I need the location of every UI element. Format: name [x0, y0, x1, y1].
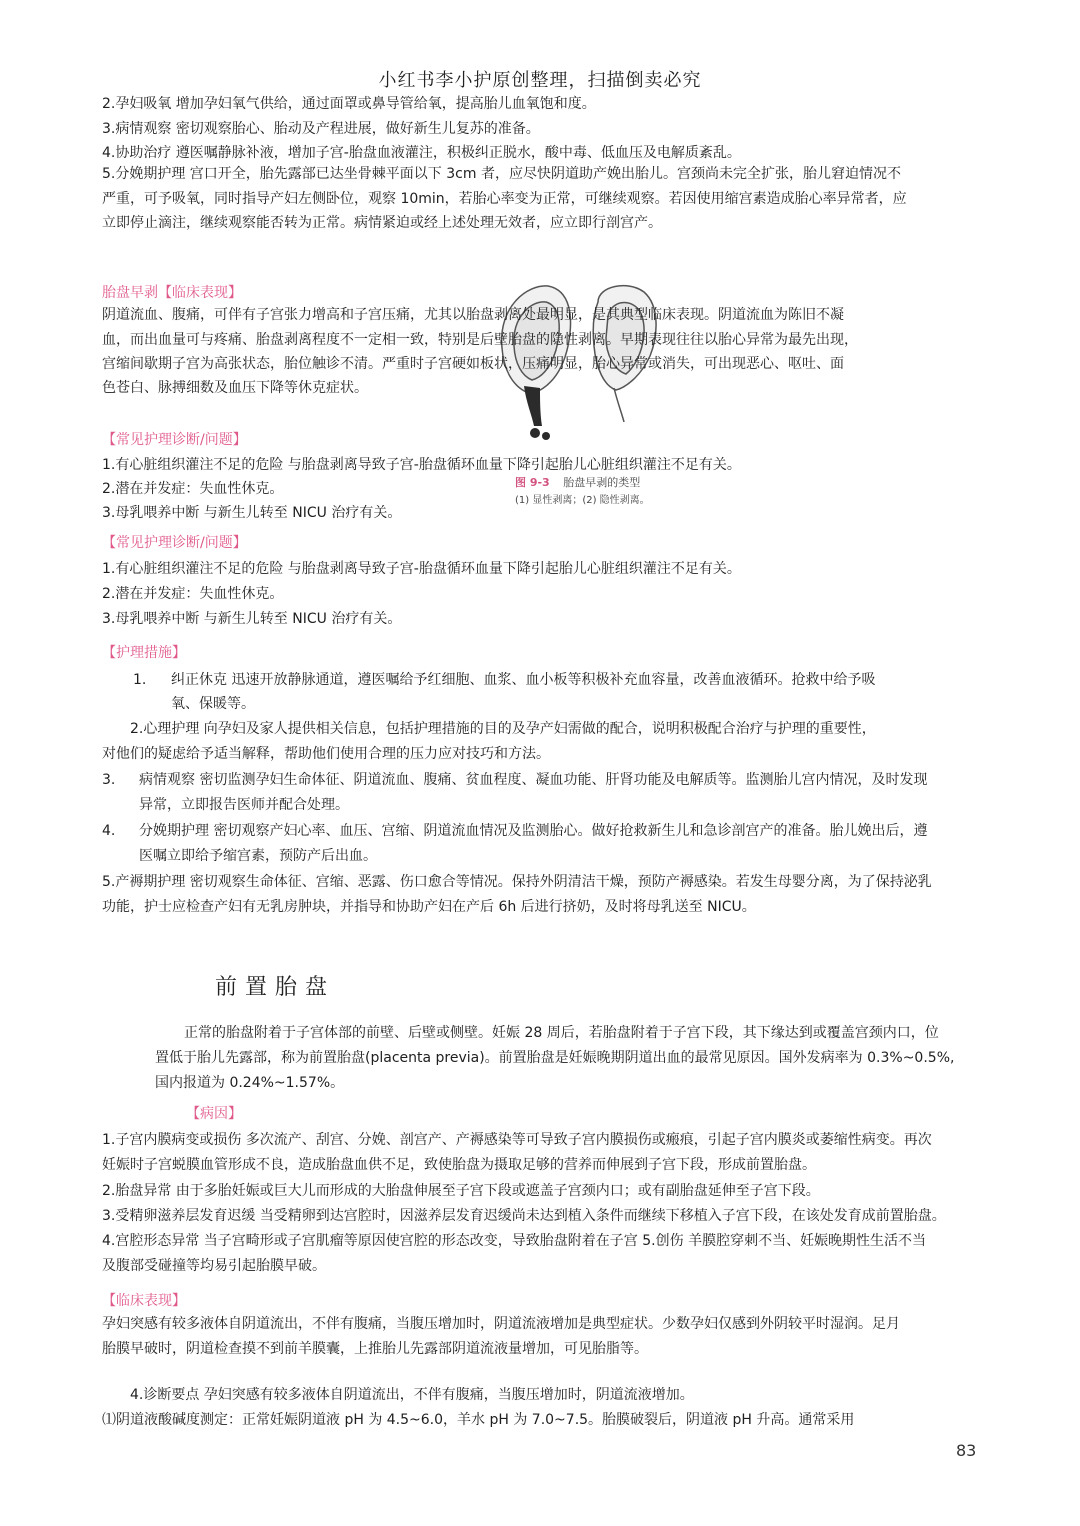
text-line: 2.潜在并发症：失血性休克。: [102, 586, 284, 602]
text-line: 4.诊断要点 孕妇突感有较多液体自阴道流出，不伴有腹痛，当腹压增加时，阴道流液增加。: [130, 1387, 694, 1403]
text-line: 胎膜早破时，阴道检查摸不到前羊膜囊，上推胎儿先露部阴道流液量增加，可见胎脂等。: [102, 1341, 648, 1357]
section-heading: 胎盘早剥【临床表现】: [102, 285, 242, 301]
text-line: 2.潜在并发症：失血性休克。: [102, 481, 284, 497]
section-heading: 【护理措施】: [102, 645, 186, 661]
text-line: 国内报道为 0.24%~1.57%。: [155, 1075, 345, 1091]
text-line: 病情观察 密切监测孕妇生命体征、阴道流血、腹痛、贫血程度、凝血功能、肝肾功能及电解质等。监测胎儿宫内情况，及时发现: [139, 772, 928, 788]
text-line: 1.有心脏组织灌注不足的危险 与胎盘剥离导致子宫-胎盘循环血量下降引起胎儿心脏组织灌注不足有关。: [102, 561, 741, 577]
text-line: 3.母乳喂养中断 与新生儿转至 NICU 治疗有关。: [102, 611, 402, 627]
text-line: 色苍白、脉搏细数及血压下降等休克症状。: [102, 380, 368, 396]
text-line: 血，而出血量可与疼痛、胎盘剥离程度不一定相一致，特别是后壁胎盘的隐性剥离。早期表现往往以胎心异常为最先出现，: [102, 332, 858, 348]
figure-subcaption: (1) 显性剥离；(2) 隐性剥离。: [515, 495, 650, 506]
text-line: 医嘱立即给予缩宫素，预防产后出血。: [139, 848, 377, 864]
text-line: 3.母乳喂养中断 与新生儿转至 NICU 治疗有关。: [102, 505, 402, 521]
text-line: 分娩期护理 密切观察产妇心率、血压、宫缩、阴道流血情况及监测胎心。做好抢救新生儿和急诊剖宫产的准备。胎儿娩出后，遵: [139, 823, 928, 839]
watermark: 小红书李小护原创整理，扫描倒卖必究: [378, 70, 702, 91]
text-line: 对他们的疑虑给予适当解释，帮助他们使用合理的压力应对技巧和方法。: [102, 746, 550, 762]
figure-caption: [515, 474, 640, 490]
list-number: 3.: [102, 772, 116, 788]
text-line: 孕妇突感有较多液体自阴道流出，不伴有腹痛，当腹压增加时，阴道流液增加是典型症状。少数孕妇仅感到外阴较平时湿润。足月: [102, 1316, 900, 1332]
page-section-title: 前置胎盘: [215, 975, 336, 1000]
text-line: 4.宫腔形态异常 当子宫畸形或子宫肌瘤等原因使宫腔的形态改变，导致胎盘附着在子宫 5.创伤 羊膜腔穿刺不当、妊娠晚期性生活不当: [102, 1233, 927, 1249]
text-line: 立即停止滴注，继续观察能否转为正常。病情紧迫或经上述处理无效者，应立即行剖宫产。: [102, 215, 662, 231]
text-line: 氧、保暖等。: [171, 696, 255, 712]
text-line: 2.胎盘异常 由于多胎妊娠或巨大儿而形成的大胎盘伸展至子宫下段或遮盖子宫颈内口；或有副胎盘延伸至子宫下段。: [102, 1183, 820, 1199]
text-line: 5.产褥期护理 密切观察生命体征、宫缩、恶露、伤口愈合等情况。保持外阴清洁干燥，预防产褥感染。若发生母婴分离，为了保持泌乳: [102, 874, 932, 890]
text-line: 4.协助治疗 遵医嘱静脉补液，增加子宫-胎盘血液灌注，积极纠正脱水，酸中毒、低血压及电解质紊乱。: [102, 145, 741, 161]
text-line: 宫缩间歇期子宫为高张状态，胎位触诊不清。严重时子宫硬如板状，压痛明显，胎心异常或消失，可出现恶心、呕吐、面: [102, 356, 844, 372]
text-line: 功能，护士应检查产妇有无乳房肿块，并指导和协助产妇在产后 6h 后进行挤奶，及时将母乳送至 NICU。: [102, 899, 756, 915]
text-line: 置低于胎儿先露部，称为前置胎盘(placenta previa)。前置胎盘是妊娠晚期阴道出血的最常见原因。国外发病率为 0.3%~0.5%,: [155, 1050, 955, 1066]
figure-label: 图 9-3: [515, 476, 550, 489]
text-line: 2.孕妇吸氧 增加孕妇氧气供给，通过面罩或鼻导管给氧，提高胎儿血氧饱和度。: [102, 96, 596, 112]
text-line: 严重，可予吸氧，同时指导产妇左侧卧位，观察 10min，若胎心率变为正常，可继续观察。若因使用缩宫素造成胎心率异常者，应: [102, 191, 907, 207]
text-line: 3.受精卵滋养层发育迟缓 当受精卵到达宫腔时，因滋养层发育迟缓尚未达到植入条件而继续下移植入子宫下段，在该处发育成前置胎盘。: [102, 1208, 946, 1224]
section-heading: 【常见护理诊断/问题】: [102, 432, 247, 448]
text-line: 妊娠时子宫蜕膜血管形成不良，造成胎盘血供不足，致使胎盘为摄取足够的营养而伸展到子宫下段，形成前置胎盘。: [102, 1157, 816, 1173]
section-heading: 【临床表现】: [102, 1293, 186, 1309]
text-line: 正常的胎盘附着于子宫体部的前壁、后壁或侧壁。妊娠 28 周后，若胎盘附着于子宫下段，其下缘达到或覆盖宫颈内口，位: [184, 1025, 939, 1041]
text-line: 2.心理护理 向孕妇及家人提供相关信息，包括护理措施的目的及孕产妇需做的配合，说明积极配合治疗与护理的重要性，: [130, 721, 876, 737]
section-heading: 【病因】: [186, 1106, 242, 1122]
text-line: 及腹部受碰撞等均易引起胎膜早破。: [102, 1258, 326, 1274]
list-number: 1.: [133, 672, 147, 688]
text-line: 1.有心脏组织灌注不足的危险 与胎盘剥离导致子宫-胎盘循环血量下降引起胎儿心脏组织灌注不足有关。: [102, 457, 741, 473]
text-line: 1.子宫内膜病变或损伤 多次流产、刮宫、分娩、剖宫产、产褥感染等可导致子宫内膜损伤或瘢痕，引起子宫内膜炎或萎缩性病变。再次: [102, 1132, 932, 1148]
text-line: 5.分娩期护理 宫口开全，胎先露部已达坐骨棘平面以下 3cm 者，应尽快阴道助产娩出胎儿。宫颈尚未完全扩张，胎儿窘迫情况不: [102, 166, 901, 182]
text-line: ⑴阴道液酸碱度测定：正常妊娠阴道液 pH 为 4.5~6.0，羊水 pH 为 7.0~7.5。胎膜破裂后，阴道液 pH 升高。通常采用: [102, 1412, 855, 1428]
text-line: 异常，立即报告医师并配合处理。: [139, 797, 349, 813]
figure-title: 胎盘早剥的类型: [563, 476, 641, 489]
section-heading: 【常见护理诊断/问题】: [102, 535, 247, 551]
text-line: 3.病情观察 密切观察胎心、胎动及产程进展，做好新生儿复苏的准备。: [102, 121, 540, 137]
text-line: 纠正休克 迅速开放静脉通道，遵医嘱给予红细胞、血浆、血小板等积极补充血容量，改善血液循环。抢救中给予吸: [171, 672, 876, 688]
text-line: 阴道流血、腹痛，可伴有子宫张力增高和子宫压痛，尤其以胎盘剥离处最明显，是其典型临床表现。阴道流血为陈旧不凝: [102, 307, 844, 323]
page-number: 83: [956, 1441, 977, 1460]
list-number: 4.: [102, 823, 116, 839]
